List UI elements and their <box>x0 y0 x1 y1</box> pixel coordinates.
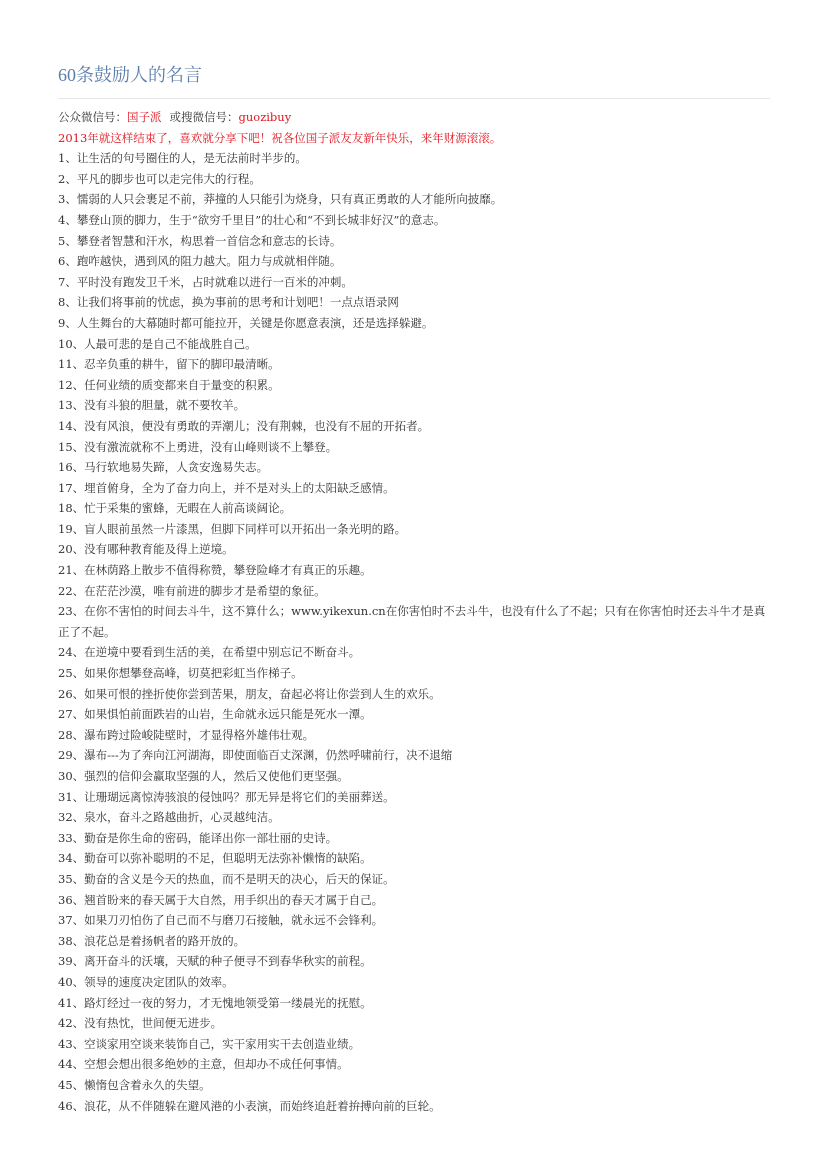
list-item: 42、没有热忱，世间便无进步。 <box>58 1016 223 1031</box>
list-item: 30、强烈的信仰会赢取坚强的人，然后又使他们更坚强。 <box>58 769 349 783</box>
list-item: 7、平时没有跑发卫千米，占时就难以进行一百米的冲刺。 <box>58 274 353 289</box>
list-item: 22、在茫茫沙漠，唯有前进的脚步才是希望的象征。 <box>58 583 326 598</box>
list-item: 27、如果惧怕前面跌岩的山岩，生命就永远只能是死水一潭。 <box>58 707 372 722</box>
list-item: 44、空想会想出很多绝妙的主意，但却办不成任何事情。 <box>58 1057 349 1072</box>
list-item: 45、懒惰包含着永久的失望。 <box>58 1077 211 1092</box>
list-item: 20、没有哪种教育能及得上逆境。 <box>58 542 234 557</box>
list-item: 29、瀑布---为了奔向江河湖海，即使面临百丈深渊，仍然呼啸前行，决不退缩 <box>58 748 453 763</box>
list-item: 36、翘首盼来的春天属于大自然，用手织出的春天才属于自己。 <box>58 892 384 907</box>
list-item: 31、让珊瑚远离惊涛骇浪的侵蚀吗？那无异是将它们的美丽葬送。 <box>58 789 395 804</box>
list-item: 3、懦弱的人只会裹足不前，莽撞的人只能引为烧身，只有真正勇敢的人才能所向披靡。 <box>58 192 503 207</box>
account-name-link[interactable]: 国子派 <box>127 110 162 124</box>
list-item: 32、泉水，奋斗之路越曲折，心灵越纯洁。 <box>58 810 280 825</box>
article-body <box>58 107 770 1116</box>
list-item: 15、没有激流就称不上勇进，没有山峰则谈不上攀登。 <box>58 439 338 454</box>
list-item: 16、马行软地易失蹄，人贪安逸易失志。 <box>58 460 269 475</box>
list-item: 17、埋首俯身，全为了奋力向上，并不是对头上的太阳缺乏感情。 <box>58 480 395 495</box>
list-item: 38、浪花总是着扬帆者的路开放的。 <box>58 933 246 948</box>
announcement: 2013年就这样结束了，喜欢就分享下吧！祝各位国子派友友新年快乐，来年财源滚滚。 <box>58 130 502 145</box>
list-item: 21、在林荫路上散步不值得称赞，攀登险峰才有真正的乐趣。 <box>58 563 372 578</box>
list-item: 35、勤奋的含义是今天的热血，而不是明天的决心，后天的保证。 <box>58 871 395 886</box>
list-item: 19、盲人眼前虽然一片漆黑，但脚下同样可以开拓出一条光明的路。 <box>58 521 407 536</box>
list-item: 11、忍辛负重的耕牛，留下的脚印最清晰。 <box>58 357 280 372</box>
list-item: 39、离开奋斗的沃壤，天赋的种子便寻不到春华秋实的前程。 <box>58 954 372 969</box>
list-item: 28、瀑布跨过险峻陡壁时，才显得格外雄伟壮观。 <box>58 727 315 742</box>
page-title: 60条鼓励人的名言 <box>58 65 202 85</box>
list-item: 34、勤奋可以弥补聪明的不足，但聪明无法弥补懒惰的缺陷。 <box>58 851 372 866</box>
list-item: 9、人生舞台的大幕随时都可能拉开，关键是你愿意表演，还是选择躲避。 <box>58 315 434 330</box>
list-item: 37、如果刀刃怕伤了自己而不与磨刀石接触，就永远不会锋利。 <box>58 913 384 928</box>
list-item: 40、领导的速度决定团队的效率。 <box>58 974 234 989</box>
list-item: 33、勤奋是你生命的密码，能译出你一部壮丽的史诗。 <box>58 830 338 845</box>
search-label: 或搜微信号： <box>169 110 239 124</box>
title-divider <box>58 98 770 99</box>
list-item: 10、人最可悲的是自己不能战胜自己。 <box>58 336 257 351</box>
account-label: 公众微信号： <box>58 110 127 124</box>
list-item: 43、空谈家用空谈来装饰自己，实干家用实干去创造业绩。 <box>58 1036 361 1051</box>
list-item: 14、没有风浪，便没有勇敢的弄潮儿；没有荆棘，也没有不屈的开拓者。 <box>58 418 430 433</box>
list-item: 25、如果你想攀登高峰，切莫把彩虹当作梯子。 <box>58 666 303 681</box>
list-item: 6、跑咋越快，遇到风的阻力越大。阻力与成就相伴随。 <box>58 254 342 269</box>
list-item: 5、攀登者智慧和汗水，构思着一首信念和意志的长诗。 <box>58 233 342 248</box>
account-line <box>58 107 770 128</box>
list-item: 4、攀登山顶的脚力，生于“欲穷千里目”的壮心和“不到长城非好汉”的意志。 <box>58 212 446 227</box>
list-item: 12、任何业绩的质变都来自于量变的积累。 <box>58 377 280 392</box>
list-item: 26、如果可恨的挫折使你尝到苦果，朋友，奋起必将让你尝到人生的欢乐。 <box>58 686 441 701</box>
list-item: 41、路灯经过一夜的努力，才无愧地领受第一缕晨光的抚慰。 <box>58 995 372 1010</box>
list-item: 13、没有斗狼的胆量，就不要牧羊。 <box>58 398 246 413</box>
list-item: 1、让生活的句号圈住的人，是无法前时半步的。 <box>58 151 307 166</box>
list-item: 24、在逆境中要看到生活的美，在希望中别忘记不断奋斗。 <box>58 645 361 660</box>
search-id-link[interactable]: guozibuy <box>238 110 292 124</box>
list-item: 2、平凡的脚步也可以走完伟大的行程。 <box>58 171 261 186</box>
list-item: 46、浪花，从不伴随躲在避风港的小表演，而始终追赶着拚搏向前的巨轮。 <box>58 1098 441 1113</box>
list-item: 18、忙于采集的蜜蜂，无暇在人前高谈阔论。 <box>58 501 292 516</box>
list-item: 23、在你不害怕的时间去斗牛，这不算什么；www.yikexun.cn在你害怕时不去斗牛，也没有什么了不起；只有在你害怕时还去斗牛才是真正了不起。 <box>58 604 766 639</box>
quote-list <box>58 148 770 1116</box>
list-item: 8、让我们将事前的忧虑，换为事前的思考和计划吧！一点点语录网 <box>58 295 399 310</box>
